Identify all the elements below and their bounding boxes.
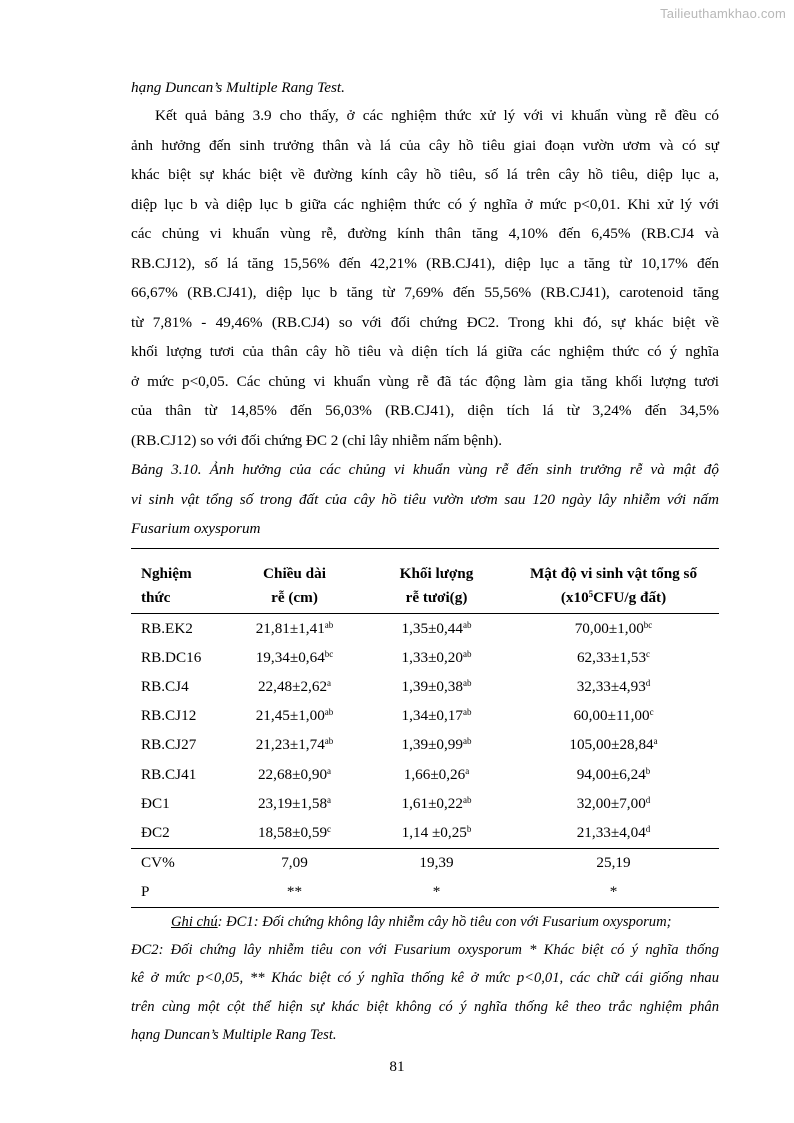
- cell-root-mass: 1,61±0,22$^{ab}$: [401, 794, 472, 812]
- table-row-cv: [131, 848, 719, 878]
- cell-treatment: ĐC1: [141, 794, 170, 812]
- cell-root-length: 21,45±1,00$^{ab}$: [255, 707, 334, 725]
- table-row: [131, 818, 719, 848]
- cell-density: 32,33±4,93$^d$: [576, 677, 651, 695]
- cell-root-length: 23,19±1,58$^a$: [257, 794, 332, 812]
- cell-p-length: **: [224, 878, 365, 908]
- cell-root-length: 21,81±1,41$^{ab}$: [255, 619, 334, 637]
- table-row: [131, 731, 719, 760]
- cell-treatment: RB.CJ27: [141, 736, 197, 754]
- cell-cv-label: CV%: [131, 848, 224, 878]
- header-treatment: Nghiệm: [131, 549, 224, 584]
- table-row: [131, 760, 719, 789]
- header-density: Mật độ vi sinh vật tổng số: [508, 549, 719, 584]
- paragraph-line: (RB.CJ12) so với đối chứng ĐC 2 (chỉ lây nhiễm nấm bệnh).: [131, 432, 503, 449]
- cell-root-mass: 1,14 ±0,25$^b$: [401, 823, 472, 841]
- cell-cv-density: 25,19: [508, 848, 719, 878]
- cell-root-mass: 1,66±0,26$^a$: [403, 765, 470, 783]
- note-line: kê ở mức p<0,05, ** Khác biệt có ý nghĩa thống kê ở mức p<0,01, các chữ cái giống nhau: [131, 970, 719, 986]
- cell-cv-mass: 19,39: [365, 848, 508, 878]
- header-treatment-2: thức: [131, 583, 224, 614]
- cell-root-length: 22,68±0,90$^a$: [257, 765, 332, 783]
- note-line: Ghi chú: ĐC1: Đối chứng không lây nhiễm cây hồ tiêu con với Fusarium oxysporum;: [171, 914, 672, 930]
- table-row-p: [131, 878, 719, 908]
- cell-treatment: RB.CJ4: [141, 677, 189, 695]
- table-row: [131, 672, 719, 701]
- paragraph-line: các chủng vi khuẩn vùng rễ, đường kính thân tăng 4,10% đến 6,45% (RB.CJ4 và: [131, 225, 719, 242]
- cell-density: 105,00±28,84$^a$: [569, 736, 658, 754]
- header-root-mass-unit: rễ tươi(g): [365, 583, 508, 614]
- table-row: [131, 614, 719, 644]
- note-line: ĐC2: Đối chứng lây nhiễm tiêu con với Fusarium oxysporum * Khác biệt có ý nghĩa thống: [131, 942, 719, 958]
- cell-density: 60,00±11,00$^c$: [573, 707, 654, 725]
- header-root-mass: Khối lượng: [365, 549, 508, 584]
- paragraph-line: khác biệt sự khác biệt về đường kính cây hồ tiêu, số lá trên cây hồ tiêu, diệp lục a,: [131, 166, 719, 183]
- note-line: hạng Duncan’s Multiple Rang Test.: [131, 1027, 337, 1043]
- table-row: [131, 702, 719, 731]
- paragraph-line: diệp lục b và diệp lục b giữa các nghiệm thức có ý nghĩa ở mức p<0,01. Khi xử lý với: [131, 196, 719, 213]
- intro-tail: hạng Duncan’s Multiple Rang Test.: [131, 79, 345, 96]
- cell-root-mass: 1,35±0,44$^{ab}$: [401, 619, 472, 637]
- cell-treatment: RB.EK2: [141, 619, 193, 637]
- header-root-length-unit: rễ (cm): [224, 583, 365, 614]
- page-number: 81: [389, 1058, 405, 1075]
- header-density-unit: ($x10^5CFU/g$ đất): [508, 583, 719, 614]
- cell-treatment: RB.DC16: [141, 648, 202, 666]
- cell-root-mass: 1,39±0,99$^{ab}$: [401, 736, 472, 754]
- table-caption-line: Fusarium oxysporum: [131, 520, 261, 537]
- cell-root-mass: 1,34±0,17$^{ab}$: [401, 707, 472, 725]
- table-row: [131, 643, 719, 672]
- cell-p-density: *: [508, 878, 719, 908]
- results-table: [131, 548, 719, 908]
- cell-root-mass: 1,39±0,38$^{ab}$: [401, 677, 472, 695]
- cell-density: 70,00±1,00$^{bc}$: [574, 619, 653, 637]
- note-line: trên cùng một cột thể hiện sự khác biệt không có ý nghĩa thống kê theo trắc nghiệm phân: [131, 999, 719, 1015]
- cell-p-label: P: [131, 878, 224, 908]
- cell-density: 32,00±7,00$^d$: [576, 794, 651, 812]
- table-caption-line: vi sinh vật tổng số trong đất của cây hồ tiêu vườn ươm sau 120 ngày lây nhiễm với nấm: [131, 491, 719, 508]
- cell-treatment: ĐC2: [141, 823, 170, 841]
- cell-cv-length: 7,09: [224, 848, 365, 878]
- watermark: Tailieuthamkhao.com: [660, 6, 786, 21]
- cell-root-length: 22,48±2,62$^a$: [257, 677, 332, 695]
- cell-density: 21,33±4,04$^d$: [576, 823, 651, 841]
- table-caption-line: Bảng 3.10. Ảnh hưởng của các chủng vi khuẩn vùng rễ đến sinh trưởng rễ và mật độ: [131, 461, 719, 478]
- cell-density: 62,33±1,53$^c$: [576, 648, 651, 666]
- paragraph-line: khối lượng tươi của thân cây hồ tiêu và diện tích lá giữa các nghiệm thức có ý nghĩa: [131, 343, 719, 360]
- cell-p-mass: *: [365, 878, 508, 908]
- cell-root-length: 18,58±0,59$^c$: [257, 823, 332, 841]
- paragraph-line: của thân từ 14,85% đến 56,03% (RB.CJ41), diện tích lá từ 3,24% đến 34,5%: [131, 402, 719, 419]
- cell-treatment: RB.CJ41: [141, 765, 197, 783]
- cell-root-length: 21,23±1,74$^{ab}$: [255, 736, 334, 754]
- table-row: [131, 789, 719, 818]
- cell-root-length: 19,34±0,64$^{bc}$: [255, 648, 334, 666]
- cell-root-mass: 1,33±0,20$^{ab}$: [401, 648, 472, 666]
- paragraph-line: từ 7,81% - 49,46% (RB.CJ4) so với đối chứng ĐC2. Trong khi đó, sự khác biệt về: [131, 314, 719, 331]
- cell-treatment: RB.CJ12: [141, 707, 197, 725]
- paragraph-line: 66,67% (RB.CJ41), diệp lục b tăng từ 7,69% đến 55,56% (RB.CJ41), carotenoid tăng: [131, 284, 719, 301]
- header-root-length: Chiều dài: [224, 549, 365, 584]
- paragraph-line: ở mức p<0,05. Các chủng vi khuẩn vùng rễ đã tác động làm gia tăng khối lượng tươi: [131, 373, 719, 390]
- paragraph-line: RB.CJ12), số lá tăng 15,56% đến 42,21% (RB.CJ41), diệp lục a tăng từ 10,17% đến: [131, 255, 719, 272]
- cell-density: 94,00±6,24$^b$: [576, 765, 651, 783]
- paragraph-line: ảnh hưởng đến sinh trưởng thân và lá của cây hồ tiêu giai đoạn vườn ươm và có sự: [131, 137, 719, 154]
- note-label: Ghi chú: [171, 914, 218, 930]
- paragraph-line: Kết quả bảng 3.9 cho thấy, ở các nghiệm thức xử lý với vi khuẩn vùng rễ đều có: [155, 107, 719, 124]
